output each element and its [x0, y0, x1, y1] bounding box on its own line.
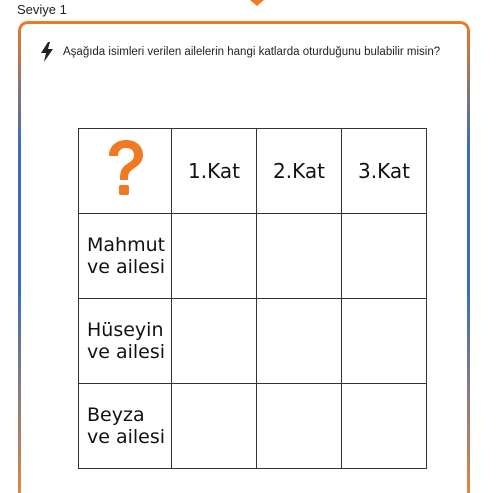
answer-cell-2-1[interactable]	[172, 299, 257, 384]
answer-cell-3-1[interactable]	[172, 384, 257, 469]
row-header-3	[79, 384, 172, 469]
answer-cell-3-2[interactable]	[257, 384, 342, 469]
answer-cell-2-2[interactable]	[257, 299, 342, 384]
row-header-2	[79, 299, 172, 384]
row-header-1-name: Mahmut	[87, 234, 166, 256]
row-header-1-suffix: ve ailesi	[87, 256, 166, 278]
question-mark-icon	[101, 138, 149, 200]
grid-corner-cell	[79, 129, 172, 214]
answer-cell-1-3[interactable]	[342, 214, 427, 299]
column-header-3: 3.Kat	[342, 129, 427, 214]
row-header-2-name: Hüseyin	[87, 319, 164, 341]
grid-row-2	[79, 299, 427, 384]
column-header-1: 1.Kat	[172, 129, 257, 214]
answer-cell-3-3[interactable]	[342, 384, 427, 469]
row-header-1	[79, 214, 172, 299]
row-header-3-suffix: ve ailesi	[87, 426, 166, 448]
grid-row-3	[79, 384, 427, 469]
instruction	[39, 42, 440, 62]
answer-cell-1-2[interactable]	[257, 214, 342, 299]
answer-cell-1-1[interactable]	[172, 214, 257, 299]
lightning-bolt-icon	[39, 42, 55, 62]
top-notch-marker	[250, 0, 264, 6]
answer-cell-2-3[interactable]	[342, 299, 427, 384]
row-header-2-suffix: ve ailesi	[87, 341, 166, 363]
row-header-3-name: Beyza	[87, 404, 145, 426]
answer-grid	[78, 128, 427, 469]
question-card-inner	[21, 24, 467, 493]
grid-header-row	[79, 129, 427, 214]
instruction-text: Aşağıda isimleri verilen ailelerin hangi katlarda oturduğunu bulabilir misin?	[63, 46, 441, 58]
grid-row-1	[79, 214, 427, 299]
question-card	[18, 21, 470, 493]
level-label: Seviye 1	[17, 2, 67, 17]
column-header-2: 2.Kat	[257, 129, 342, 214]
